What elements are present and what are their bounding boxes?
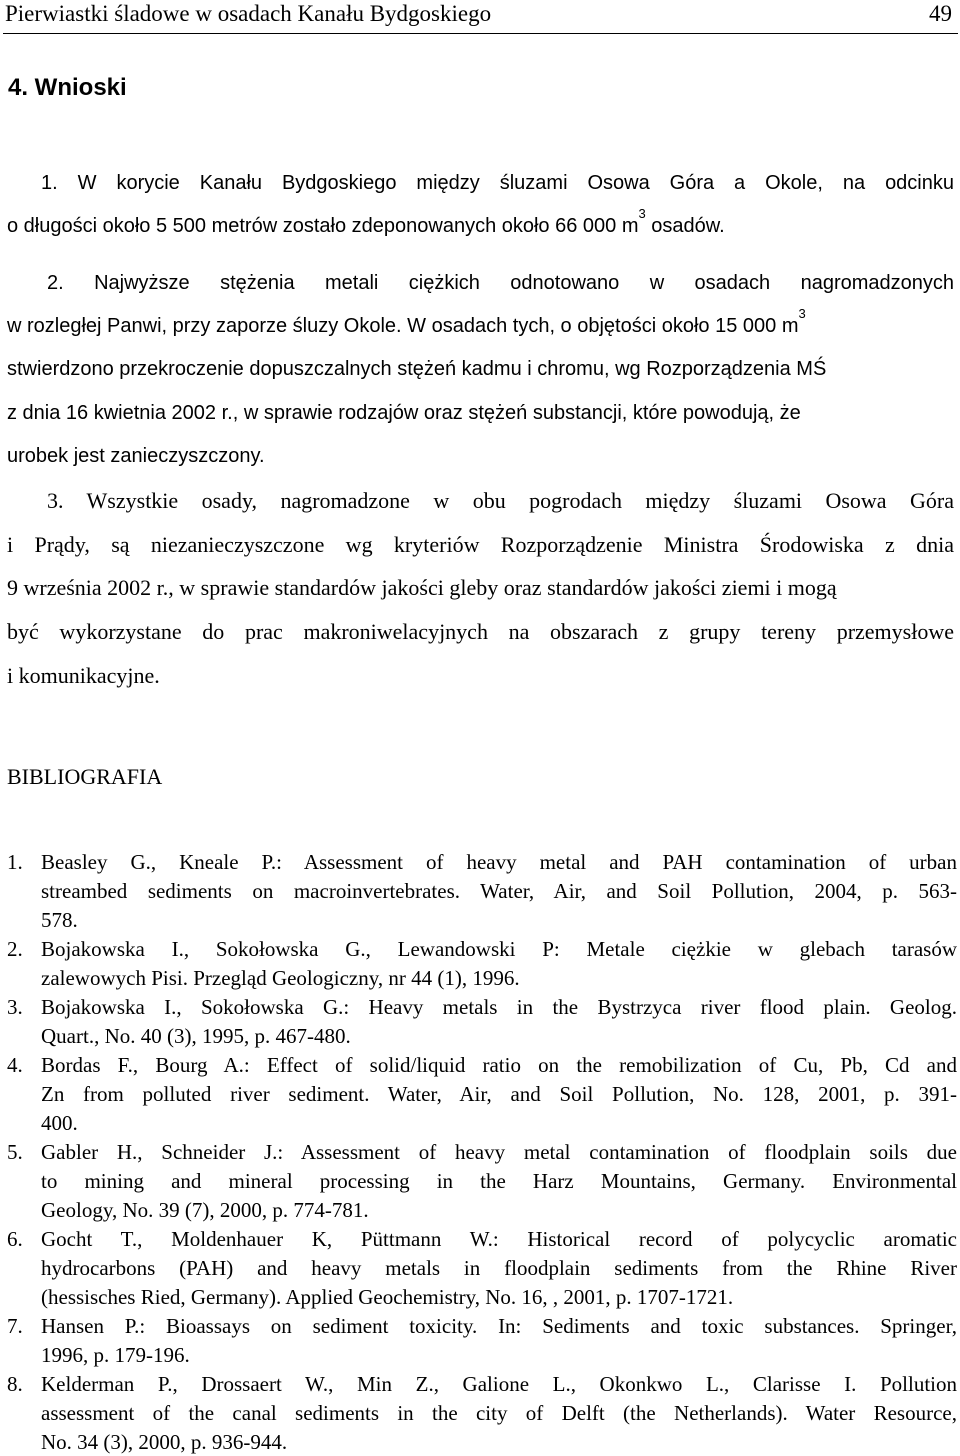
- bib-entry-line: hydrocarbons (PAH) and heavy metals in floodplain sediments from the Rhine River: [41, 1256, 957, 1280]
- conclusion-text: 9 września 2002 r.: [7, 575, 169, 600]
- bib-entry-line: Gocht T., Moldenhauer K, Püttmann W.: Historical record of polycyclic aromatic: [41, 1227, 957, 1251]
- bib-entry-line: Bordas F., Bourg A.: Effect of solid/liquid ratio on the remobilization of Cu, Pb, Cd and: [41, 1053, 957, 1077]
- bib-entry-line: streambed sediments on macroinvertebrates. Water, Air, and Soil Pollution, 2004, p. 563-: [41, 879, 957, 903]
- bib-entry-line: 578.: [41, 908, 78, 932]
- conclusion-line: [7, 354, 954, 384]
- bib-entry-number: 5.: [7, 1140, 23, 1164]
- conclusion-text: w rozległej Panwi, przy zaporze śluzy Okole. W osadach tych, o objętości około 15 000 m: [7, 315, 799, 337]
- page-number: 49: [929, 1, 952, 26]
- bib-entry-number: 6.: [7, 1227, 23, 1251]
- bib-entry-line: Bojakowska I., Sokołowska G., Lewandowski P: Metale ciężkie w glebach tarasów: [41, 937, 957, 961]
- bib-entry-line: Zn from polluted river sediment. Water, Air, and Soil Pollution, No. 128, 2001, p. 391-: [41, 1082, 957, 1106]
- bib-entry-line: No. 34 (3), 2000, p. 936-944.: [41, 1430, 288, 1454]
- header-divider: [3, 33, 958, 34]
- conclusion-text: urobek jest zanieczyszczony.: [7, 445, 265, 467]
- running-header-title: Pierwiastki śladowe w osadach Kanału Bydgoskiego: [5, 1, 492, 26]
- bib-entry-line: 400.: [41, 1111, 78, 1135]
- bib-entry-number: 7.: [7, 1314, 23, 1338]
- conclusion-text: 1. W korycie Kanału Bydgoskiego między śluzami Osowa Góra a Okole, na odcinku: [41, 172, 954, 194]
- section-heading: 4. Wnioski: [8, 74, 127, 101]
- bibliography-heading: BIBLIOGRAFIA: [7, 764, 163, 789]
- conclusion-text: i komunikacyjne.: [7, 663, 160, 688]
- bib-entry-line: Geology, No. 39 (7), 2000, p. 774-781.: [41, 1198, 369, 1222]
- bib-entry-line: to mining and mineral processing in the Harz Mountains, Germany. Environmental: [41, 1169, 957, 1193]
- bib-entry-line: Quart., No. 40 (3), 1995, p. 467-480.: [41, 1024, 351, 1048]
- bib-entry-line: assessment of the canal sediments in the city of Delft (the Netherlands). Water Resource,: [41, 1401, 957, 1425]
- conclusion-text: być wykorzystane do prac makroniwelacyjnych na obszarach z grupy tereny przemysłowe: [7, 619, 954, 644]
- conclusion-line: [7, 441, 954, 471]
- bib-entry-line: zalewowych Pisi. Przegląd Geologiczny, nr 44 (1), 1996.: [41, 966, 520, 990]
- conclusion-text: 3. Wszystkie osady, nagromadzone w obu pogrodach między śluzami Osowa Góra: [47, 488, 954, 513]
- bib-entry-number: 3.: [7, 995, 23, 1019]
- bib-entry-line: 1996, p. 179-196.: [41, 1343, 190, 1367]
- conclusion-line: [7, 617, 954, 647]
- conclusion-line: [7, 530, 954, 560]
- bib-entry-number: 8.: [7, 1372, 23, 1396]
- bib-entry-line: Beasley G., Kneale P.: Assessment of heavy metal and PAH contamination of urban: [41, 850, 957, 874]
- conclusion-line: [7, 306, 954, 341]
- superscript: 3: [798, 306, 806, 321]
- conclusion-line: [7, 661, 954, 691]
- conclusion-line: [7, 268, 954, 298]
- bib-entry-number: 2.: [7, 937, 23, 961]
- conclusion-line: [7, 573, 954, 603]
- conclusion-text: osadów.: [645, 215, 725, 237]
- conclusion-line: [7, 398, 954, 428]
- conclusion-line: [7, 206, 954, 241]
- superscript: 3: [638, 206, 646, 221]
- conclusion-line: [7, 168, 954, 198]
- bib-entry-line: Kelderman P., Drossaert W., Min Z., Galione L., Okonkwo L., Clarisse I. Pollution: [41, 1372, 957, 1396]
- conclusion-text: z dnia 16 kwietnia 2002 r.: [7, 402, 233, 424]
- bib-entry-line: Gabler H., Schneider J.: Assessment of heavy metal contamination of floodplain soils due: [41, 1140, 957, 1164]
- conclusion-line: [7, 486, 954, 516]
- conclusion-text: , w sprawie standardów jakości gleby oraz standardów jakości ziemi i mogą: [168, 575, 837, 600]
- bib-entry-number: 1.: [7, 850, 23, 874]
- bib-entry-line: Bojakowska I., Sokołowska G.: Heavy metals in the Bystrzyca river flood plain. Geolog.: [41, 995, 957, 1019]
- conclusion-text: , w sprawie rodzajów oraz stężeń substancji, które powodują, że: [232, 402, 801, 424]
- bib-entry-line: (hessisches Ried, Germany). Applied Geochemistry, No. 16, , 2001, p. 1707-1721.: [41, 1285, 734, 1309]
- conclusion-text: i Prądy, są niezanieczyszczone wg kryteriów Rozporządzenie Ministra Środowiska z dnia: [7, 532, 954, 557]
- conclusion-text: o długości około 5 500 metrów zostało zdeponowanych około 66 000 m: [7, 215, 639, 237]
- bib-entry-line: Hansen P.: Bioassays on sediment toxicity. In: Sediments and toxic substances. Springer,: [41, 1314, 957, 1338]
- bib-entry-number: 4.: [7, 1053, 23, 1077]
- conclusion-text: stwierdzono przekroczenie dopuszczalnych stężeń kadmu i chromu, wg Rozporządzenia MŚ: [7, 358, 827, 380]
- conclusion-text: 2. Najwyższe stężenia metali ciężkich odnotowano w osadach nagromadzonych: [47, 272, 954, 294]
